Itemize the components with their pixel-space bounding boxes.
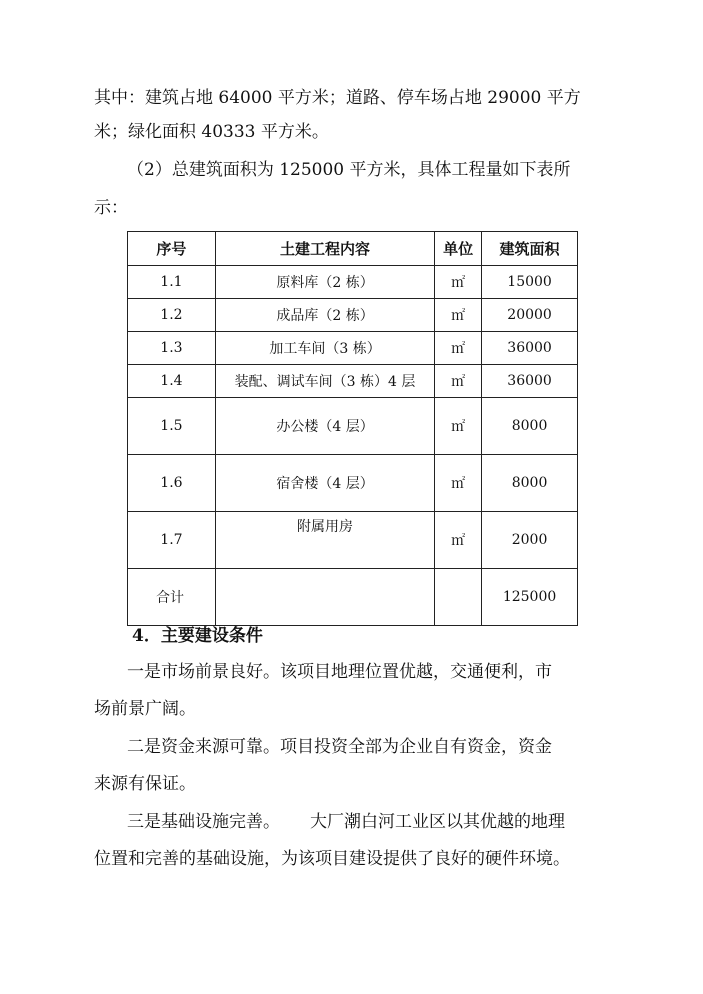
section-heading: 4．主要建设条件: [132, 626, 263, 646]
table-total-row: [128, 569, 578, 626]
cell-unit: ㎡: [435, 299, 482, 332]
cell-unit: ㎡: [435, 332, 482, 365]
table-header-row: [128, 232, 578, 266]
construction-table: [127, 231, 578, 626]
intro-line-3: （2）总建筑面积为 125000 平方米，具体工程量如下表所: [127, 160, 571, 180]
para3-rest: 大厂潮白河工业区以其优越的地理: [310, 812, 565, 832]
intro-line-2: 米；绿化面积 40333 平方米。: [94, 122, 329, 142]
cell-content: 成品库（2 栋）: [215, 299, 434, 332]
header-unit: 单位: [435, 232, 482, 266]
header-no: 序号: [128, 232, 216, 266]
cell-no: 1.1: [128, 266, 216, 299]
header-content: 土建工程内容: [215, 232, 434, 266]
total-unit-empty: [435, 569, 482, 626]
cell-area: 2000: [482, 512, 578, 569]
cell-no: 1.3: [128, 332, 216, 365]
table-row: [128, 299, 578, 332]
cell-content: 原料库（2 栋）: [215, 266, 434, 299]
header-area: 建筑面积: [482, 232, 578, 266]
table-row: [128, 398, 578, 455]
para3-line2: 位置和完善的基础设施，为该项目建设提供了良好的硬件环境。: [94, 849, 570, 869]
para1-line1: 一是市场前景良好。该项目地理位置优越，交通便利，市: [127, 662, 552, 682]
cell-no: 1.5: [128, 398, 216, 455]
cell-area: 8000: [482, 398, 578, 455]
para3-line1: [127, 810, 647, 834]
cell-content: 办公楼（4 层）: [215, 398, 434, 455]
table-row: [128, 455, 578, 512]
cell-area: 15000: [482, 266, 578, 299]
total-label: 合计: [128, 569, 216, 626]
cell-no: 1.6: [128, 455, 216, 512]
cell-no: 1.2: [128, 299, 216, 332]
cell-content: 宿舍楼（4 层）: [215, 455, 434, 512]
cell-content: 加工车间（3 栋）: [215, 332, 434, 365]
table-row: [128, 365, 578, 398]
cell-area: 36000: [482, 332, 578, 365]
total-content-empty: [215, 569, 434, 626]
cell-content: 装配、调试车间（3 栋）4 层: [215, 365, 434, 398]
cell-no: 1.4: [128, 365, 216, 398]
table-row: [128, 266, 578, 299]
para2-line2: 来源有保证。: [94, 774, 196, 794]
cell-unit: ㎡: [435, 512, 482, 569]
cell-unit: ㎡: [435, 398, 482, 455]
cell-area: 20000: [482, 299, 578, 332]
cell-unit: ㎡: [435, 266, 482, 299]
cell-area: 36000: [482, 365, 578, 398]
cell-unit: ㎡: [435, 455, 482, 512]
cell-area: 8000: [482, 455, 578, 512]
table-row: [128, 512, 578, 569]
cell-unit: ㎡: [435, 365, 482, 398]
cell-content: 附属用房: [215, 512, 434, 569]
intro-line-4: 示：: [94, 198, 128, 218]
para3-lead: 三是基础设施完善。: [127, 812, 280, 832]
total-value: 125000: [482, 569, 578, 626]
intro-line-1: 其中：建筑占地 64000 平方米；道路、停车场占地 29000 平方: [94, 88, 581, 108]
para1-line2: 场前景广阔。: [94, 699, 196, 719]
cell-no: 1.7: [128, 512, 216, 569]
para2-line1: 二是资金来源可靠。项目投资全部为企业自有资金，资金: [127, 737, 552, 757]
table-row: [128, 332, 578, 365]
